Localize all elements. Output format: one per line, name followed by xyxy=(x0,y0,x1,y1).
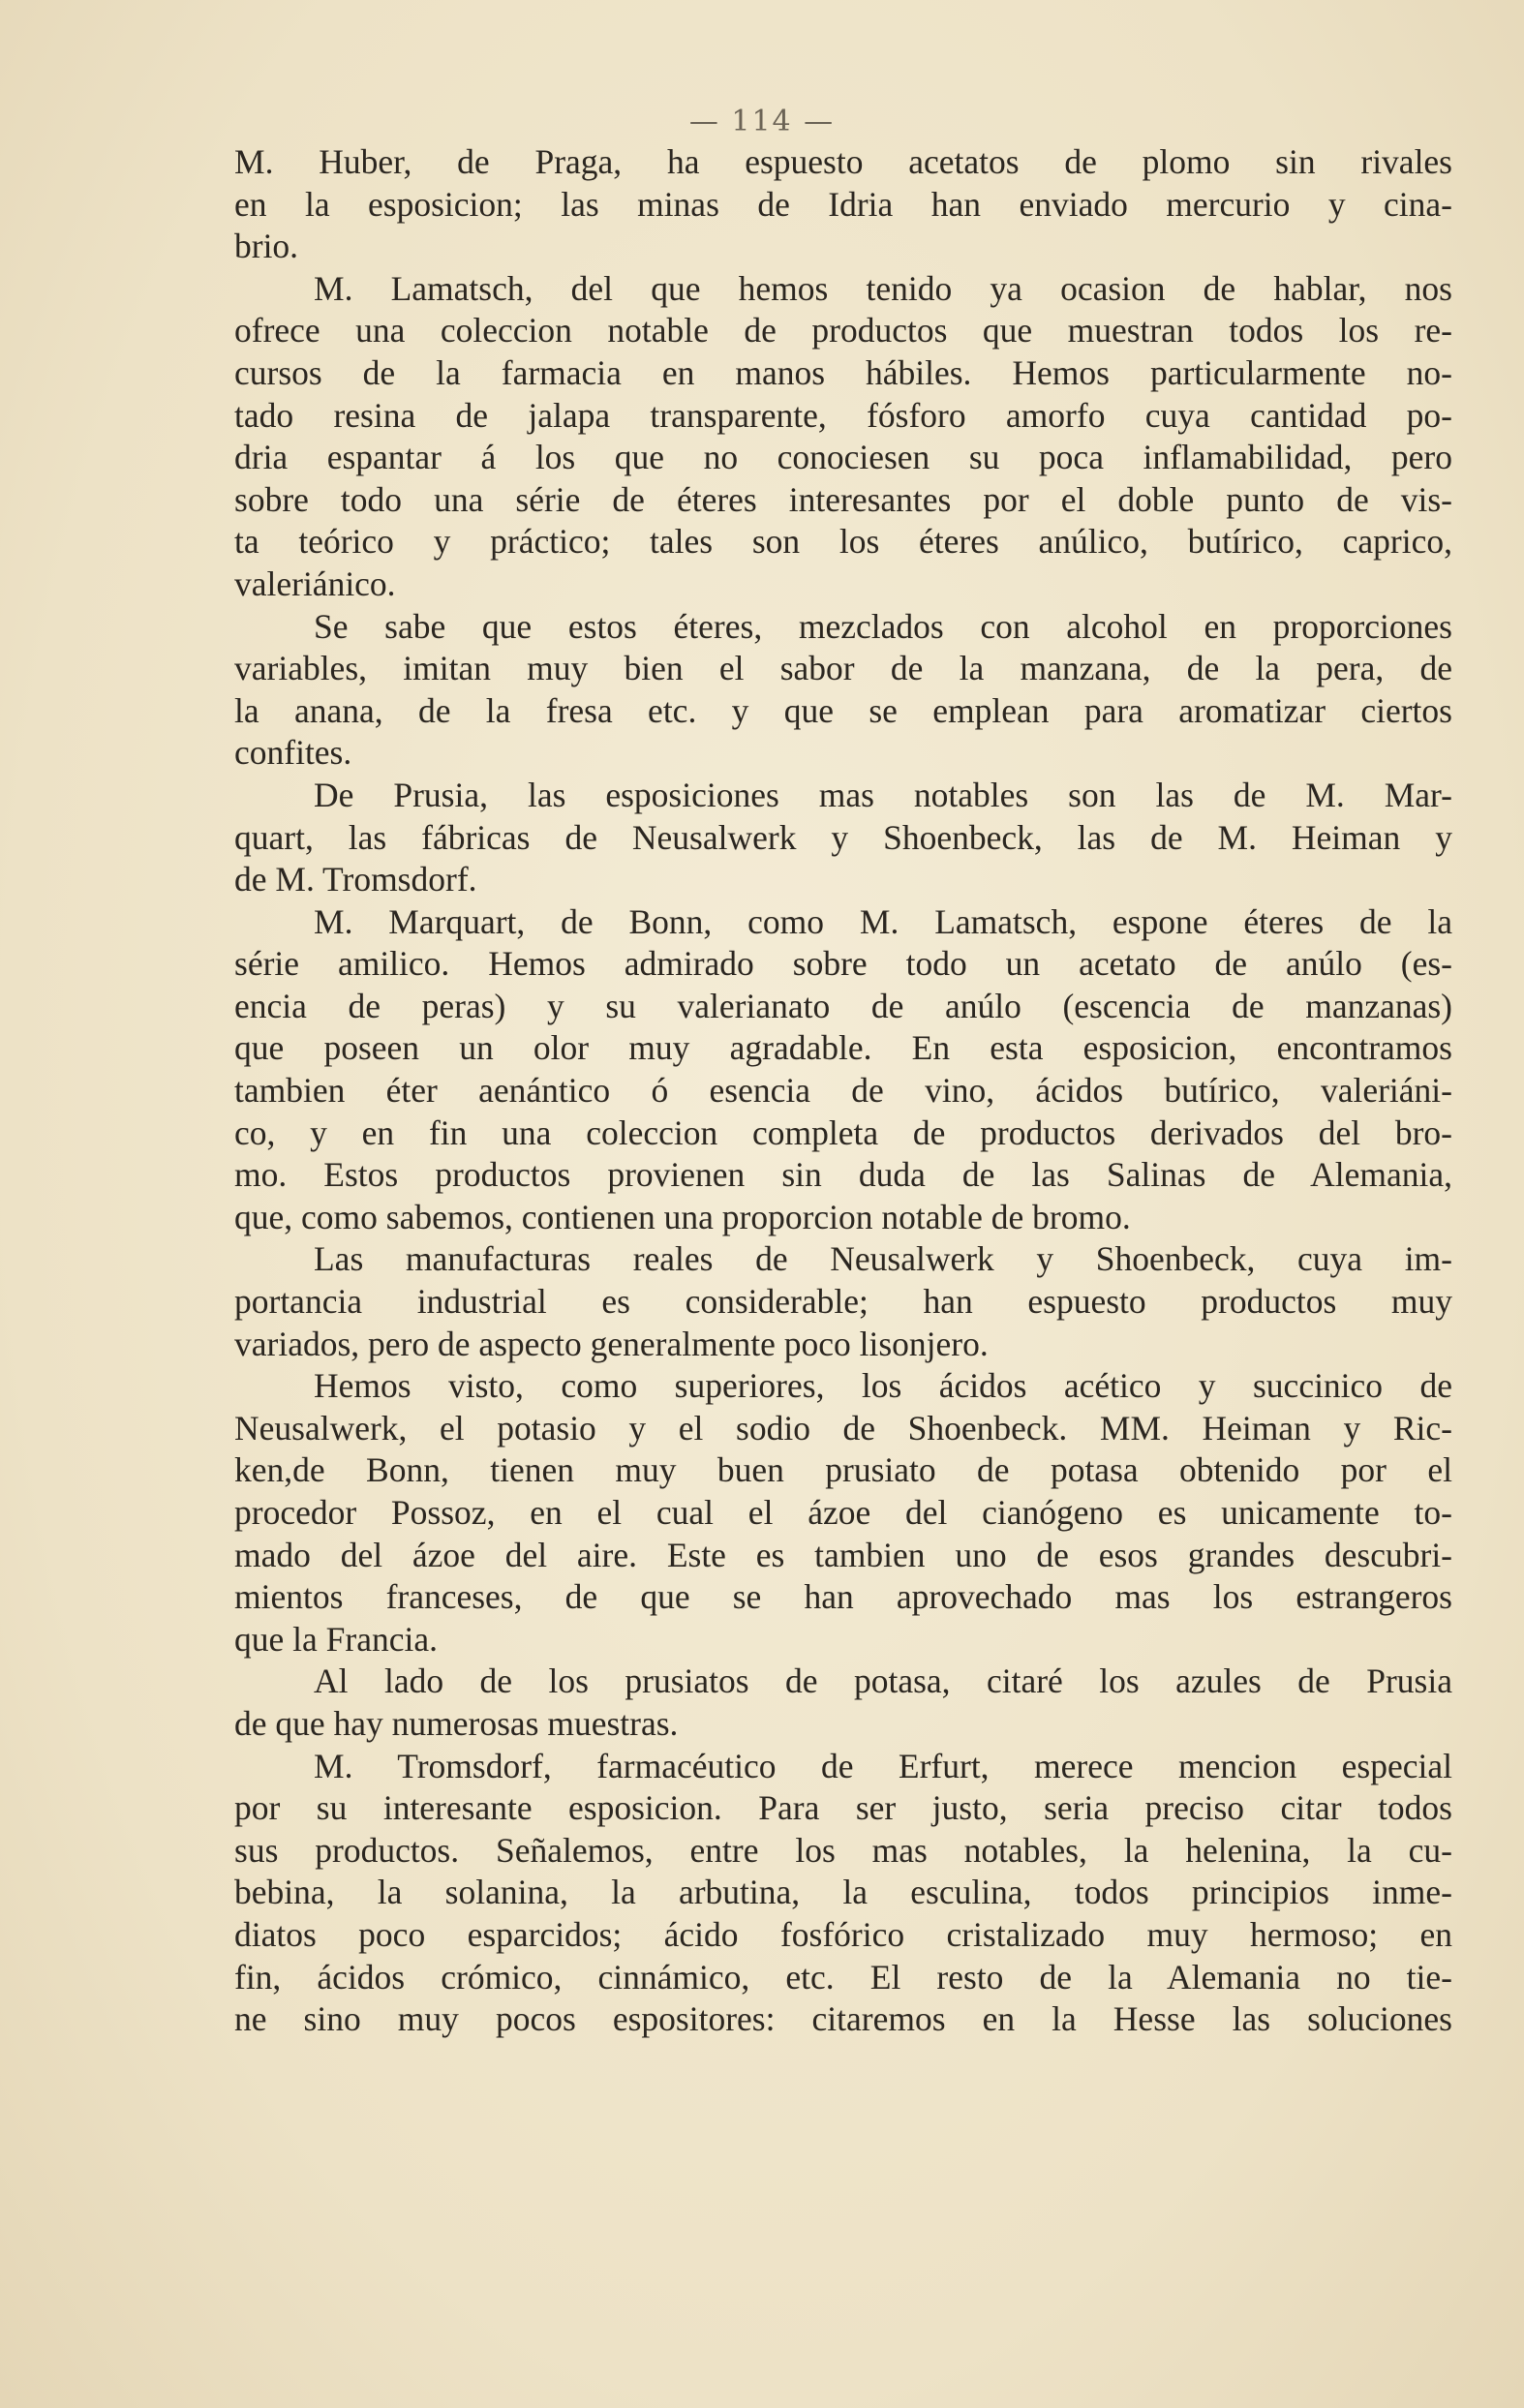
text-line: de que hay numerosas muestras. xyxy=(234,1703,679,1743)
text-line: que la Francia. xyxy=(234,1619,438,1659)
text-line: portancia industrial es considerable; han espuesto productos muy xyxy=(234,1282,1452,1322)
text-line: Las manufacturas reales de Neusalwerk y Shoenbeck, cuya im- xyxy=(314,1239,1452,1279)
text-line: en la esposicion; las minas de Idria han enviado mercurio y cina- xyxy=(234,184,1452,224)
text-line: la anana, de la fresa etc. y que se emplean para aromatizar ciertos xyxy=(234,690,1452,730)
text-line: brio. xyxy=(234,227,299,266)
text-line: Hemos visto, como superiores, los ácidos acético y succinico de xyxy=(314,1366,1452,1406)
text-line: sobre todo una série de éteres interesantes por el doble punto de vis- xyxy=(234,479,1452,519)
text-line: tambien éter aenántico ó esencia de vino, ácidos butírico, valeriáni- xyxy=(234,1071,1452,1111)
text-line: Al lado de los prusiatos de potasa, citaré los azules de Prusia xyxy=(314,1661,1452,1701)
text-line: confites. xyxy=(234,733,352,773)
page-number: — 114 — xyxy=(688,105,836,138)
text-line: por su interesante esposicion. Para ser justo, seria preciso citar todos xyxy=(234,1788,1452,1828)
text-line: dria espantar á los que no conociesen su poca inflamabilidad, pero xyxy=(234,438,1452,477)
text-line: Neusalwerk, el potasio y el sodio de Shoenbeck. MM. Heiman y Ric- xyxy=(234,1408,1452,1448)
text-line: mado del ázoe del aire. Este es tambien uno de esos grandes descubri- xyxy=(234,1535,1452,1574)
text-line: cursos de la farmacia en manos hábiles. Hemos particularmente no- xyxy=(234,352,1452,392)
text-line: valeriánico. xyxy=(234,564,396,603)
text-line: De Prusia, las esposiciones mas notables son las de M. Mar- xyxy=(314,775,1452,814)
text-line: encia de peras) y su valerianato de anúlo (escencia de manzanas) xyxy=(234,986,1452,1025)
text-line: M. Huber, de Praga, ha espuesto acetatos de plomo sin rivales xyxy=(234,142,1452,181)
text-line: que, como sabemos, contienen una proporcion notable de bromo. xyxy=(234,1197,1131,1236)
text-line: co, y en fin una coleccion completa de productos derivados del bro- xyxy=(234,1113,1452,1152)
text-line: sus productos. Señalemos, entre los mas notables, la helenina, la cu- xyxy=(234,1830,1452,1870)
text-line: bebina, la solanina, la arbutina, la esculina, todos principios inme- xyxy=(234,1873,1452,1912)
text-line: tado resina de jalapa transparente, fósforo amorfo cuya cantidad po- xyxy=(234,395,1452,435)
text-line: variables, imitan muy bien el sabor de la manzana, de la pera, de xyxy=(234,649,1452,688)
text-line: M. Lamatsch, del que hemos tenido ya ocasion de hablar, nos xyxy=(314,268,1452,308)
text-line: série amilico. Hemos admirado sobre todo un acetato de anúlo (es- xyxy=(234,944,1452,984)
text-line: que poseen un olor muy agradable. En esta esposicion, encontramos xyxy=(234,1028,1452,1068)
text-line: de M. Tromsdorf. xyxy=(234,860,477,899)
text-line: ne sino muy pocos espositores: citaremos en la Hesse las soluciones xyxy=(234,1999,1452,2039)
body-text xyxy=(234,141,1452,2041)
text-line: diatos poco esparcidos; ácido fosfórico cristalizado muy hermoso; en xyxy=(234,1914,1452,1954)
text-line: variados, pero de aspecto generalmente poco lisonjero. xyxy=(234,1324,989,1363)
text-line: ta teórico y práctico; tales son los éteres anúlico, butírico, caprico, xyxy=(234,522,1452,562)
text-line: mo. Estos productos provienen sin duda de las Salinas de Alemania, xyxy=(234,1155,1452,1195)
text-line: quart, las fábricas de Neusalwerk y Shoenbeck, las de M. Heiman y xyxy=(234,817,1452,857)
text-line: M. Marquart, de Bonn, como M. Lamatsch, espone éteres de la xyxy=(314,901,1452,941)
text-line: M. Tromsdorf, farmacéutico de Erfurt, merece mencion especial xyxy=(314,1746,1452,1785)
text-line: fin, ácidos crómico, cinnámico, etc. El resto de la Alemania no tie- xyxy=(234,1957,1452,1997)
text-line: mientos franceses, de que se han aprovechado mas los estrangeros xyxy=(234,1577,1452,1617)
text-line: ofrece una coleccion notable de productos que muestran todos los re- xyxy=(234,311,1452,351)
text-line: procedor Possoz, en el cual el ázoe del cianógeno es unicamente to- xyxy=(234,1493,1452,1532)
text-line: Se sabe que estos éteres, mezclados con alcohol en proporciones xyxy=(314,606,1452,646)
text-line: ken,de Bonn, tienen muy buen prusiato de potasa obtenido por el xyxy=(234,1450,1452,1490)
